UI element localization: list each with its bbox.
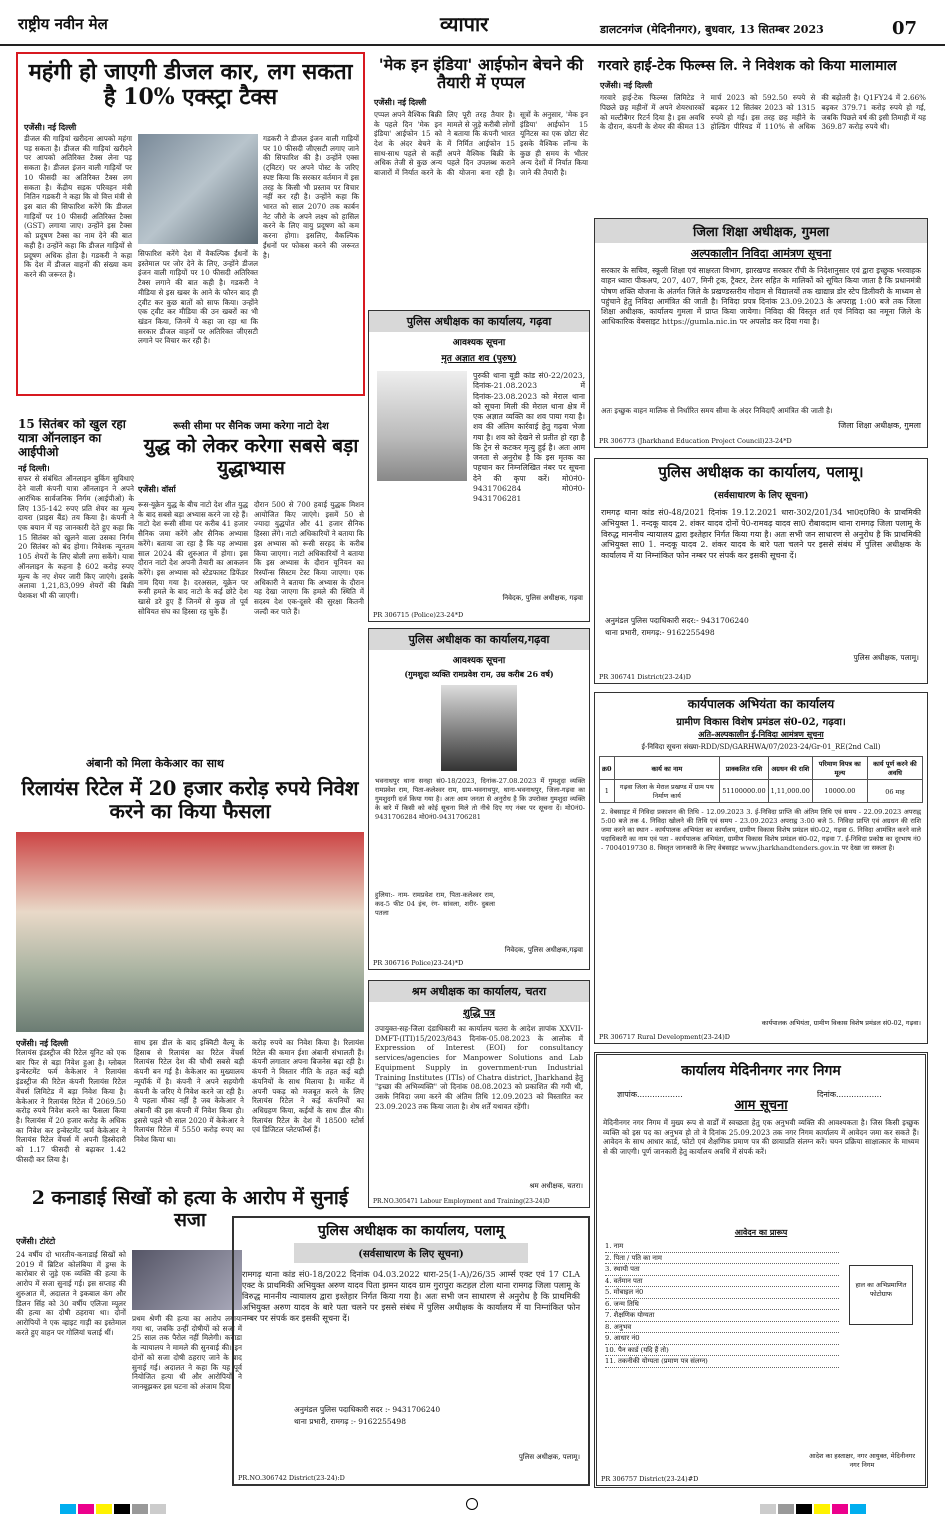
notice-education-sign: जिला शिक्षा अधीक्षक, गुमला (838, 420, 921, 430)
notice-education-note: अतः इच्छुक वाहन मालिक से निर्धारित समय सीमा के अंदर निविदाएँ आमंत्रित की जाती है। (601, 406, 833, 415)
headline-reliance: रिलायंस रिटेल में 20 हजार करोड़ रुपये निवेश करने का किया फैसला (21, 776, 359, 823)
form-field-0: 1. नाम (605, 1241, 839, 1253)
form-field-3: 4. वर्तमान पता (605, 1276, 839, 1288)
notice-nagar-dinank: दिनांक.................. (817, 1090, 882, 1099)
notice-rural-body: 2. वेबसाइट में निविदा प्रकाशन की तिथि - 12.09.2023 3. ई-निविदा प्राप्ति की अंतिम तिथि एवं समय - 22.09.2023 अपराह्न 5:00 बजे तक 4. निविदा खोलने की तिथि एवं समय - 23.09.2023 अपराह्न 3:00 बजे 5. निविदा प्राप्ति एवं अग्रधन की राशि जमा करने का स्थान - कार्यपालक अभियंता का कार्यालय, ग्रामीण विकास विशेष प्रमंडल सं0-02, गढ़वा 6. निविदा आमंत्रित करने वाले पदाधिकारी का नाम एवं पता - कार्यपालक अभियंता, ग्रामीण विकास विशेष प्रमंडल सं0-02, गढ़वा 7. ई-निविदा प्रकोष्ठ का दूरभाष नं0 - 7004019730 8. विस्तृत जानकारी के लिए वेबसाइट www.jharkhandtenders.gov.in पर देखा जा सकता है। (601, 808, 921, 852)
notice-sp-palamu-1 (594, 458, 928, 684)
notice-nagar-body: मेदिनीनगर नगर निगम में मुख्य रूप से वार्डों में स्वच्छता हेतु एक अनुभवी व्यक्ति की आवश्यकता है। जिस किसी इच्छुक व्यक्ति को इस पद का अनुभव हो तो वे दिनांक 25.09.2023 तक नगर निगम कार्यालय में आवेदन जमा कर सकते हैं। आवेदन के साथ आधार कार्ड, फोटो एवं शैक्षणिक प्रमाण पत्र की छायाप्रति संलग्न करें। चयन प्रक्रिया साक्षात्कार के माध्यम से की जाएगी। पूर्ण जानकारी हेतु कार्यालय अवधि में संपर्क करें। (603, 1118, 919, 1157)
notice-spp1-ref: PR 306741 District(23-24)D (599, 673, 691, 681)
body-canada-2: प्रथम श्रेणी की हत्या का आरोप लगाया गया था, जबकि उन्हीं दोषीयों को सजा में 25 साल तक पैरोल नहीं मिलेगी। कनाडा के न्यायालय ने मामले की सुनवाई की। इन दोनों को सजा दोषी ठहराए जाने के बाद सुनाई गई। अदालत ने कहा कि यह पूर्व नियोजित हत्या थी और आरोपियों ने जानबूझकर इस घटना को अंजाम दिया। (132, 1314, 242, 1392)
notice-labour-title: श्रम अधीक्षक का कार्यालय, चतरा (369, 981, 589, 1002)
body-garware: गरवारे हाई-टेक फिल्म्स लिमिटेड ने पिछले छह महीनों में अपने शेयरधारकों को मल्टीबैगर रिटर्न दिया है। इस अवधि के दौरान, कंपनी के शेयर की कीमत 13 मार्च 2023 को 592.50 रुपये से बढ़कर 12 सितंबर 2023 को 1315 रुपये हो गई। इस तरह छह महीने के होल्डिंग पीरियड में 110% से अधिक की बढ़ोतरी है। Q1FY24 में 2.66% बढ़कर 379.71 करोड़ रुपये हो गई, जबकि पिछले वर्ष की इसी तिमाही में यह 369.87 करोड़ रुपये थी। (600, 93, 926, 132)
notice-spp2-title: पुलिस अधीक्षक का कार्यालय, पलामू (317, 1223, 505, 1239)
form-field-10: 11. तकनीकी योग्यता (प्रमाण पत्र संलग्न) (605, 1356, 839, 1368)
th-5: कार्य पूर्ण करने की अवधि (867, 757, 922, 780)
form-field-6: 7. शैक्षणिक योग्यता (605, 1310, 839, 1322)
notice-sp2-subtitle: आवश्यक सूचना (452, 656, 506, 666)
th-0: क्र0 (600, 757, 615, 780)
byline-iphone: एजेंसी। नई दिल्ली (374, 96, 427, 107)
notice-rural (594, 692, 928, 1044)
body-diesel-2: गडकरी ने डीजल इंजन वाली गाड़ियों पर 10 फीसदी जीएसटी लगाए जाने की सिफारिश की है। उन्होंने एक्स (ट्विटर) पर अपने पोस्ट के जरिए स्पष्ट किया कि सरकार वर्तमान में इस तरह के किसी भी प्रस्ताव पर विचार नहीं कर रही है। उन्होंने कहा कि भारत को साल 2070 तक कार्बन नेट जीरो के अपने लक्ष्य को हासिल करने के लिए वायु प्रदूषण को कम करना होगा। इसलिए, वैकल्पिक ईंधनों पर फोकस करने की जरूरत है। (263, 134, 359, 260)
photo-box-label: हाल का अभिप्रमाणित फोटोग्राफ (855, 1281, 907, 1298)
masthead (0, 0, 945, 46)
table-row (600, 780, 923, 803)
td-0: 1 (600, 780, 615, 803)
notice-rural-title: कार्यपालक अभियंता का कार्यालय (687, 697, 835, 711)
byline-diesel: एजेंसी। नई दिल्ली (24, 122, 77, 132)
byline-ipo: नई दिल्ली। (18, 463, 50, 474)
body-diesel-1: डीजल की गाड़ियां खरीदना आपको महंगा पड़ सकता है। डीजल की गाड़ियां खरीदने पर आपको अतिरिक्त टैक्स लेना पड़ सकता है। डीजल इंजन वाली गाड़ियों पर 10 फीसदी का अतिरिक्त टैक्स लग सकता है। केंद्रीय सड़क परिवहन मंत्री नितिन गडकरी ने कहा कि वो वित्त मंत्री से इस बात की सिफारिश करेंगे कि डीजल गाड़ियों पर 10 फीसदी अतिरिक्त टैक्स (GST) लगाया जाए। उन्होंने इस टैक्स को प्रदूषण टैक्स का नाम देने की बात कही है। उन्होंने कहा कि डीजल गाड़ियों से प्रदूषण अधिक होता है। गडकरी ने कहा कि देश में डीजल वाहनों की संख्या कम करने की जरूरत है। (24, 134, 132, 280)
article-iphone (370, 52, 592, 302)
notice-sp1-sub2: मृत अज्ञात शव (पुरुष) (441, 354, 517, 364)
notice-sp2-body: भवनाथपुर थाना सनहा सं0-18/2023, दिनांक-27.08.2023 में गुमशुदा व्यक्ति रामप्रवेश राम, पिता-कलेश्वर राम, ग्राम-भवनाथपुर, थाना-भवनाथपुर, जिला-गढ़वा का गुमशुदगी दर्ज किया गया है। अतः आम जनता से अनुरोध है कि उपरोक्त गुमशुदा व्यक्ति के बारे में किसी को कोई सूचना मिले तो नीचे दिए गए नंबर पर सूचना दें। मो0नं0-9431706284 मो0नं0-9431706281 (375, 777, 585, 821)
notice-nagar-subtitle: आम सूचना (734, 1098, 788, 1113)
notice-nagar-nigam (594, 1052, 928, 1488)
notice-spp2-sign: पुलिस अधीक्षक, पलामू। (518, 1453, 580, 1461)
body-iphone: एप्पल अपने वैश्विक बिक्री के पहले दिन 'मेक इन इंडिया' आईफोन 15 को देश के अंदर बेचने के साथ-साथ पहले से कहीं अधिक तेजी से कुछ अन्य बाजारों में निर्यात करने के लिए पूरी तरह तैयार है। मामले से जुड़े करीबी लोगों ने बताया कि कंपनी भारत में निर्मित आईफोन 15 अपने वैश्विक बिक्री के पहले दिन उपलब्ध कराने की योजना बना रही है। सूत्रों के अनुसार, 'मेक इन इंडिया' आईफोन 15 यूनिटस का एक छोटा सेट इसके वैश्विक लॉन्च के कुछ ही समय के भीतर अन्य देशों में निर्यात किया जाने की तैयारी है। (374, 109, 588, 178)
th-1: कार्य का नाम (614, 757, 720, 780)
notice-sp-palamu-2 (232, 1216, 590, 1486)
form-field-9: 10. पैन कार्ड (यदि हैं तो) (605, 1345, 839, 1357)
notice-nagar-sign: आदेश का हस्ताक्षर, नगर आयुक्त, मेदिनीनगर नगर निगम (808, 1452, 916, 1469)
notice-education-subtitle: अल्पकालीन निविदा आमंत्रण सूचना (690, 247, 832, 260)
headline-garware: गरवारे हाई-टेक फिल्म्स लि. ने निवेशक को किया मालामाल (598, 58, 897, 74)
notice-labour-body: उपायुक्त-सह-जिला दंडाधिकारी का कार्यालय चतरा के आदेश ज्ञापांक XXVII-DMFT-(ITI)15/2023/843 दिनांक-05.08.2023 के आलोक में Expression of Interest (EOI) for consultancy services/agencies for Manpower Solutions and Lab Equipment Supply in government-run Industrial Training Institutes (ITIs) of Chatra district, Jharkhand हेतु "इच्छा की अभिव्यक्ति" जो दिनांक 08.08.2023 को प्रकाशित की गयी थी, उसके निविदा जमा करने की अंतिम तिथि 12.09.2023 को विस्तारित कर 23.09.2023 तक किया जाता है। शेष शर्तें यथावत रहेंगी। (375, 1024, 583, 1111)
th-2: प्राक्कलित राशि (720, 757, 768, 780)
notice-sp1-body: पुरुकी थाना यूडी कांड सं0-22/2023, दिनांक-21.08.2023 में दिनांक-23.08.2023 को मेराल थाना को सूचना मिली की मेराल थाना क्षेत्र में एक अज्ञात व्यक्ति का शव पाया गया है। शव की अंतिम कार्रवाई हेतु गढ़वा भेजा गया है। शव को देखने से प्रतीत हो रहा है कि ट्रेन से कटकर मृत्यु हुई है। अतः आम जनता से अनुरोध है कि इस मृतक का पहचान कर निम्नलिखित नंबर पर सूचना देने की कृपा करें। मो0नं0-9431706284 मो0नं0-9431706281 (473, 371, 585, 503)
article-garware (596, 52, 930, 212)
kicker-nato: रूसी सीमा पर सैनिक जमा करेगा नाटो देश (173, 421, 329, 432)
notice-rural-ref: PR 306717 Rural Development(23-24)D (599, 1033, 730, 1041)
notice-spp2-contact2: थाना प्रभारी, रामगढ़ :- 9162255498 (294, 1417, 406, 1426)
notice-sp2-ident: हुलिया:- नाम- रामप्रवेश राम, पिता-कलेश्वर राम, कद-5 फीट 04 इंच, रंग- सांवला, शरीर- दुबला पतला (375, 891, 495, 917)
form-field-5: 6. जन्म तिथि (605, 1299, 839, 1311)
byline-garware: एजेंसी। नई दिल्ली (600, 80, 653, 91)
notice-spp1-body: रामगढ़ थाना कांड सं0-48/2021 दिनांक 19.12.2021 धारा-302/201/34 भा0द0वि0 के प्राथमिकी अभियुक्त 1. नन्दकू यादव 2. शंकर यादव दोनों पे0-रामवढ़ यादव सा0 रौबावदाम थाना रामगढ़ जिला पलामू के विरुद्ध माननीय न्यायालय द्वारा इश्तेहार निर्गत किया गया है। अतः सभी जन साधारण से अनुरोध है कि प्राथमिकी अभियुक्त सा0 1. नन्दकू यादव 2. शंकर यादव के बारे पता चलने पर इससे संबंध में पुलिस अधीक्षक के कार्यालय में या निम्नांकित फोन नम्बर पर संपर्क कर इसकी सूचना दें। (601, 508, 921, 561)
td-5: 06 माह (867, 780, 922, 803)
notice-education-body: सरकार के सचिव, स्कूली शिक्षा एवं साक्षरता विभाग, झारखण्ड सरकार राँची के निदेशानुसार एवं द्वारा इच्छुक भरवाहक वाहन ध्वारा पीकअप, 207, 407, मिनी ट्रक, ट्रैक्टर, टेलर सहित के मालिकों को सूचित किया जाता है कि प्रधानमंत्री पोषण शक्ति योजना के अंतर्गत जिले के प्रखण्डस्तरीय गोदाम से विद्यालयों तक खाद्यान्न डोर स्टेप डिलीवरी के माध्यम से पहुंचाने हेतु निविदा आमंत्रित की जाती है। निविदा प्रपत्र दिनांक 23.09.2023 के अपराह्न 1:00 बजे तक जिला शिक्षा अधीक्षक, कार्यालय गुमला में प्राप्त किया जायेगा। निविदा की विस्तृत शर्त एवं निविदा का नमूना जिले के आधिकारिक वेबसाइट https://gumla.nic.in पर अपलोड कर दिया गया है। (601, 266, 921, 327)
notice-spp2-ref: PR.NO.306742 District(23-24):D (238, 1474, 345, 1482)
form-field-8: 9. आधार नं0 (605, 1333, 839, 1345)
article-reliance (16, 756, 364, 1176)
newspaper-logo: राष्ट्रीय नवीन मेल (18, 15, 108, 33)
photo-unknown-body (377, 371, 467, 481)
tender-table (599, 756, 923, 803)
photo-reliance-store (16, 832, 364, 1032)
notice-labour-ref: PR.NO.305471 Labour Employment and Training(23-24)D (373, 1198, 550, 1205)
headline-iphone: 'मेक इन इंडिया' आईफोन बेचने की तैयारी में एप्पल (378, 55, 584, 93)
photo-missing-person (441, 685, 517, 771)
body-nato-1: रूस-यूक्रेन युद्ध के बीच नाटो देश शीत युद्ध के बाद सबसे बड़ा अभ्यास करने जा रहे हैं। नाटो देश रूसी सीमा पर करीब 41 हजार सैनिक जमा करेंगे और सैनिक अभ्यास करेंगे। बताया जा रहा है कि यह अभ्यास साल 2024 की शुरुआत में होगा। इस दौरान नाटो देश अपनी तैयारी का आकलन करेंगे। इस अभ्यास को स्टेडफास्ट डिफेंडर नाम दिया गया है। दरअसल, यूक्रेन पर रूसी हमले के बाद नाटो के कई छोटे देश खासे डरे हुए हैं जिनमें से कुछ तो पूर्व सोवियत संघ का हिस्सा रह चुके हैं। (138, 500, 248, 616)
photo-gadkari (138, 134, 258, 244)
notice-spp1-subtitle: (सर्वसाधारण के लिए सूचना) (713, 491, 809, 501)
headline-diesel: महंगी हो जाएगी डीजल कार, लग सकता है 10% एक्स्ट्रा टैक्स (28, 59, 353, 111)
notice-spp1-sign: पुलिस अधीक्षक, पलामू। (853, 653, 919, 662)
kicker-reliance: अंबानी को मिला केकेआर का साथ (86, 757, 224, 770)
notice-labour-subtitle: शुद्धि पत्र (462, 1008, 496, 1019)
td-4: 10000.00 (812, 780, 867, 803)
form-field-1: 2. पिता / पति का नाम (605, 1253, 839, 1265)
photo-box (849, 1265, 913, 1325)
headline-canada: 2 कनाडाई सिखों को हत्या के आरोप में सुनाई सजा (31, 1187, 349, 1231)
body-nato-2: दौरान 500 से 700 हवाई युद्धक मिशन आयोजित किए जाएंगे। इसमें 50 से ज्यादा युद्धपोत और 41 हजार सैनिक हिस्सा लेंगे। नाटो अधिकारियों ने बताया कि इस अभ्यास को रूसी सरहद के करीब किया जाएगा। नाटो अधिकारियों ने बताया कि इस अभ्यास के दौरान यूनियन का रिस्पॉन्स सिस्टम टेस्ट किया जाएगा। एक अधिकारी ने बताया कि अभ्यास के दौरान यह देखा जाएगा कि हमले की स्थिति में सदस्य देश एक-दूसरे की सुरक्षा कितनी जल्दी कर पाते हैं। (254, 500, 364, 616)
notice-labour-sign: श्रम अधीक्षक, चतरा। (529, 1182, 583, 1190)
notice-sp2-ref: PR 306716 Police)23-24)*D (373, 959, 464, 967)
body-reliance-2: साथ इस डील के बाद इक्विटी वैल्यू के हिसाब से रिलायंस का रिटेल वेंचर्स रिलायंस रिटेल देश की चौथी सबसे बड़ी कंपनी बन गई है। केकेआर का मुख्यालय न्यूयॉर्क में है। कंपनी ने अपने सहयोगी कंपनी के जरिए ये निवेश करने जा रही है। ये पहला मौका नहीं है जब केकेआर ने अंबानी की इस कंपनी में निवेश किया हो। इससे पहले भी साल 2020 में केकेआर ने रिलायंस रिटेल में 5550 करोड़ रुपए का निवेश किया था। (134, 1038, 244, 1145)
notice-education-title: जिला शिक्षा अधीक्षक, गुमला (595, 219, 927, 243)
notice-sp1-title: पुलिस अधीक्षक का कार्यालय, गढ़वा (369, 311, 589, 332)
dateline: डालटनगंज (मेदिनीनगर), बुधवार, 13 सितम्बर 2023 (600, 23, 824, 36)
notice-sp1-sign: निवेदक, पुलिस अधीक्षक, गढ़वा (502, 594, 583, 602)
article-diesel (16, 52, 365, 396)
notice-rural-sub2: अति-अल्पकालीन ई-निविदा आमंत्रण सूचना (698, 729, 824, 739)
byline-reliance: एजेंसी। नई दिल्ली (16, 1038, 69, 1048)
td-2: 51100000.00 (720, 780, 768, 803)
notice-nagar-form-title: आवेदन का प्रारूप (734, 1227, 788, 1237)
section-title: व्यापार (440, 12, 489, 36)
body-ipo: सफर से संबंधित ऑनलाइन बुकिंग सुविधाएं देने वाली कंपनी यात्रा ऑनलाइन ने अपने आरंभिक सार्वजनिक निर्गम (आईपीओ) के लिए 135-142 रुपए प्रति शेयर का मूल्य दायरा (प्राइस बैंड) तय किया है। कंपनी ने एक बयान में यह जानकारी देते हुए कहा कि 15 सितंबर को खुलने वाला उसका निर्गम 20 सितंबर को बंद होगा। निवेशक न्यूनतम 105 शेयरों के लिए बोली लगा सकेंगे। यात्रा ऑनलाइन के कहना है 602 करोड़ रुपए मूल्य के नए शेयर जारी किए जाएंगे। इसके अलावा 1,21,83,099 शेयरों की बिक्री पेशकश भी की जाएगी। (18, 474, 134, 601)
notice-spp1-contact2: थाना प्रभारी, रामगढ़:- 9162255498 (605, 628, 715, 637)
page-number: 07 (892, 18, 918, 39)
notice-sp2-sub2: (गुमशुदा व्यक्ति रामप्रवेश राम, उम्र करीब 26 वर्ष) (404, 669, 554, 679)
td-3: 1,11,000.00 (768, 780, 812, 803)
notice-sp2-title: पुलिस अधीक्षक का कार्यालय,गढ़वा (369, 629, 589, 650)
registration-mark-icon (466, 1498, 478, 1510)
notice-nagar-ref: PR 306757 District(23-24)#D (601, 1475, 699, 1483)
notice-spp2-subtitle: (सर्वसाधारण के लिए सूचना) (294, 1243, 528, 1263)
body-canada-1: 24 वर्षीय दो भारतीय-कनाडाई सिखों को 2019 में ब्रिटिश कोलंबिया में ड्रग्स के कारोबार से जुड़े एक व्यक्ति की हत्या के आरोप में सजा सुनाई गई। इस सप्ताह की शुरुआत में, अदालत ने इकबाल कंग और डिलन सिंह को 30 वर्षीय एलिजा म्यूलर की हत्या का दोषी ठहराया था। दोनों आरोपियों ने एक व्हाइट गाड़ी का इस्तेमाल करते हुए वाहन पर गोलियां चलाई थीं। (16, 1250, 126, 1337)
notice-sp-garhwa-2 (368, 628, 590, 970)
article-nato (138, 418, 364, 748)
article-ipo (18, 418, 134, 748)
notice-spp2-contact1: अनुमंडल पुलिस पदाधिकारी सदर :- 9431706240 (294, 1405, 441, 1414)
application-form-fields (597, 1239, 847, 1370)
notice-spp2-body: रामगढ़ थाना कांड सं0-18/2022 दिनांक 04.03.2022 धारा-25(1-A)/26/35 आर्म्स एक्ट एवं 17 CLA एक्ट के प्राथमिकी अभियुक्त अरुण यादव पिता झमन यादव ग्राम गुरापुरा कटहल टोला थाना रामगढ़ जिला पलामू के विरुद्ध माननीय न्यायालय द्वारा इश्तेहार निर्गत किया गया है। अतः सभी जन साधारण से अनुरोध है कि प्राथमिकी अभियुक्त अरुण यादव के बारे पता चलने पर इससे संबंध में पुलिस अधीक्षक के कार्यालय में या निम्नांकित फोन नम्बर पर संपर्क कर इसकी सूचना दें। (242, 1269, 580, 1324)
photo-canada (132, 1250, 242, 1310)
body-reliance-3: करोड़ रुपये का निवेश किया है। रिलायंस रिटेल की कमान ईशा अंबानी संभालती हैं। कंपनी लगातार अपना बिजनेस बढ़ा रही है। कंपनी ने विस्तार नीति के तहत कई बड़ी कंपनियों के साथ मिलाया है। मार्केट में अपनी पकड़ को मजबूत करने के लिए रिलायंस रिटेल ने कई कंपनियों का अधिग्रहण किया, कईयों के साथ डील की। रिलायंस रिटेल के देश में 18500 स्टोर्स एवं डिजिटल प्लेटफॉर्म्स हैं। (252, 1038, 364, 1135)
th-4: परिमाण विपत्र का मूल्य (812, 757, 867, 780)
notice-labour (368, 980, 590, 1208)
notice-education (594, 218, 928, 448)
byline-nato: एजेंसी। वॉर्सा (138, 483, 176, 494)
body-reliance-1: रिलायंस इंडस्ट्रीज की रिटेल यूनिट को एक बार फिर से बड़ा निवेश हुआ है। ग्लोबल इन्वेस्टमेंट फर्म केकेआर ने रिलायंस इंडस्ट्रीज की रिटेल कंपनी रिलायंस रिटेल वेंचर्स लिमिटेड में बड़ा निवेश किया है। केकेआर ने रिलायंस रिटेल में 2069.50 करोड़ रुपये निवेश करने का फैसला किया है। रिलायंस में 20 हजार करोड़ के अधिक का निवेश कर इन्वेस्टमेंट फर्म केकेआर ने रिलायंस रिटेल वेंचर्स में अपनी हिस्सेदारी को 1.17 फीसदी से बढ़ाकर 1.42 फीसदी कर लिया है। (16, 1048, 126, 1164)
tender-table-head (600, 757, 923, 780)
notice-sp1-ref: PR 306715 (Police)23-24*D (373, 611, 464, 619)
notice-education-ref: PR 306773 (Jharkhand Education Project Council)23-24*D (599, 437, 792, 445)
headline-ipo: 15 सितंबर को खुल रहा यात्रा ऑनलाइन का आईपीओ (18, 418, 126, 459)
notice-rural-subtitle: ग्रामीण विकास विशेष प्रमंडल सं0-02, गढ़वा। (676, 717, 846, 728)
td-1: गढ़वा जिला के मेराल प्रखण्ड में ग्राम पथ निर्माण कार्य (614, 780, 720, 803)
notice-spp1-contact1: अनुमंडल पुलिस पदाधिकारी सदर:- 9431706240 (605, 616, 749, 625)
notice-nagar-title: कार्यालय मेदिनीनगर नगर निगम (681, 1063, 841, 1079)
notice-sp1-subtitle: आवश्यक सूचना (452, 338, 506, 348)
color-swatches-left (60, 1499, 168, 1517)
form-field-7: 8. अनुभव (605, 1322, 839, 1334)
notice-sp2-sign: निवेदक, पुलिस अधीक्षक,गढ़वा (504, 946, 583, 954)
notice-nagar-patrank: ज्ञापांक.................. (617, 1090, 683, 1099)
th-3: अग्रधन की राशि (768, 757, 812, 780)
body-diesel-3: सिफारिश करेंगे देश में वैकल्पिक ईंधनों के इस्तेमाल पर जोर देने के लिए, उन्होंने डीजल इंजन वाली गाड़ियों पर 10 फीसदी अतिरिक्त टैक्स लगाने की बात कही है। गडकरी ने मीडिया से इस खबर के आने के फौरन बाद ही ट्वीट कर कुछ बातों को साफ किया। उन्होंने एक ट्वीट कर मीडिया की उन खबरों का भी खंडन किया, जिनमें ये कहा जा रहा था कि सरकार डीजल वाहनों पर अतिरिक्त जीएसटी लगाने पर विचार कर रही है। (138, 249, 258, 346)
form-field-4: 5. मोबाइल नं0 (605, 1287, 839, 1299)
notice-rural-sign: कार्यपालक अभियंता, ग्रामीण विकास विशेष प्रमंडल सं0-02, गढ़वा। (761, 1019, 921, 1027)
print-registration-strip (0, 1492, 945, 1517)
notice-rural-line1: ई-निविदा सूचना संख्या-RDD/SD/GARHWA/07/2023-24/Gr-01_RE(2nd Call) (641, 743, 881, 751)
notice-spp1-title: पुलिस अधीक्षक का कार्यालय, पलामू। (658, 463, 864, 481)
byline-canada: एजेंसी। टोरंटो (16, 1235, 56, 1246)
color-swatches-right (760, 1499, 868, 1517)
headline-nato: युद्ध को लेकर करेगा सबसे बड़ा युद्धाभ्यास (143, 435, 359, 479)
notice-sp-garhwa-1 (368, 310, 590, 622)
form-field-2: 3. स्थायी पता (605, 1264, 839, 1276)
